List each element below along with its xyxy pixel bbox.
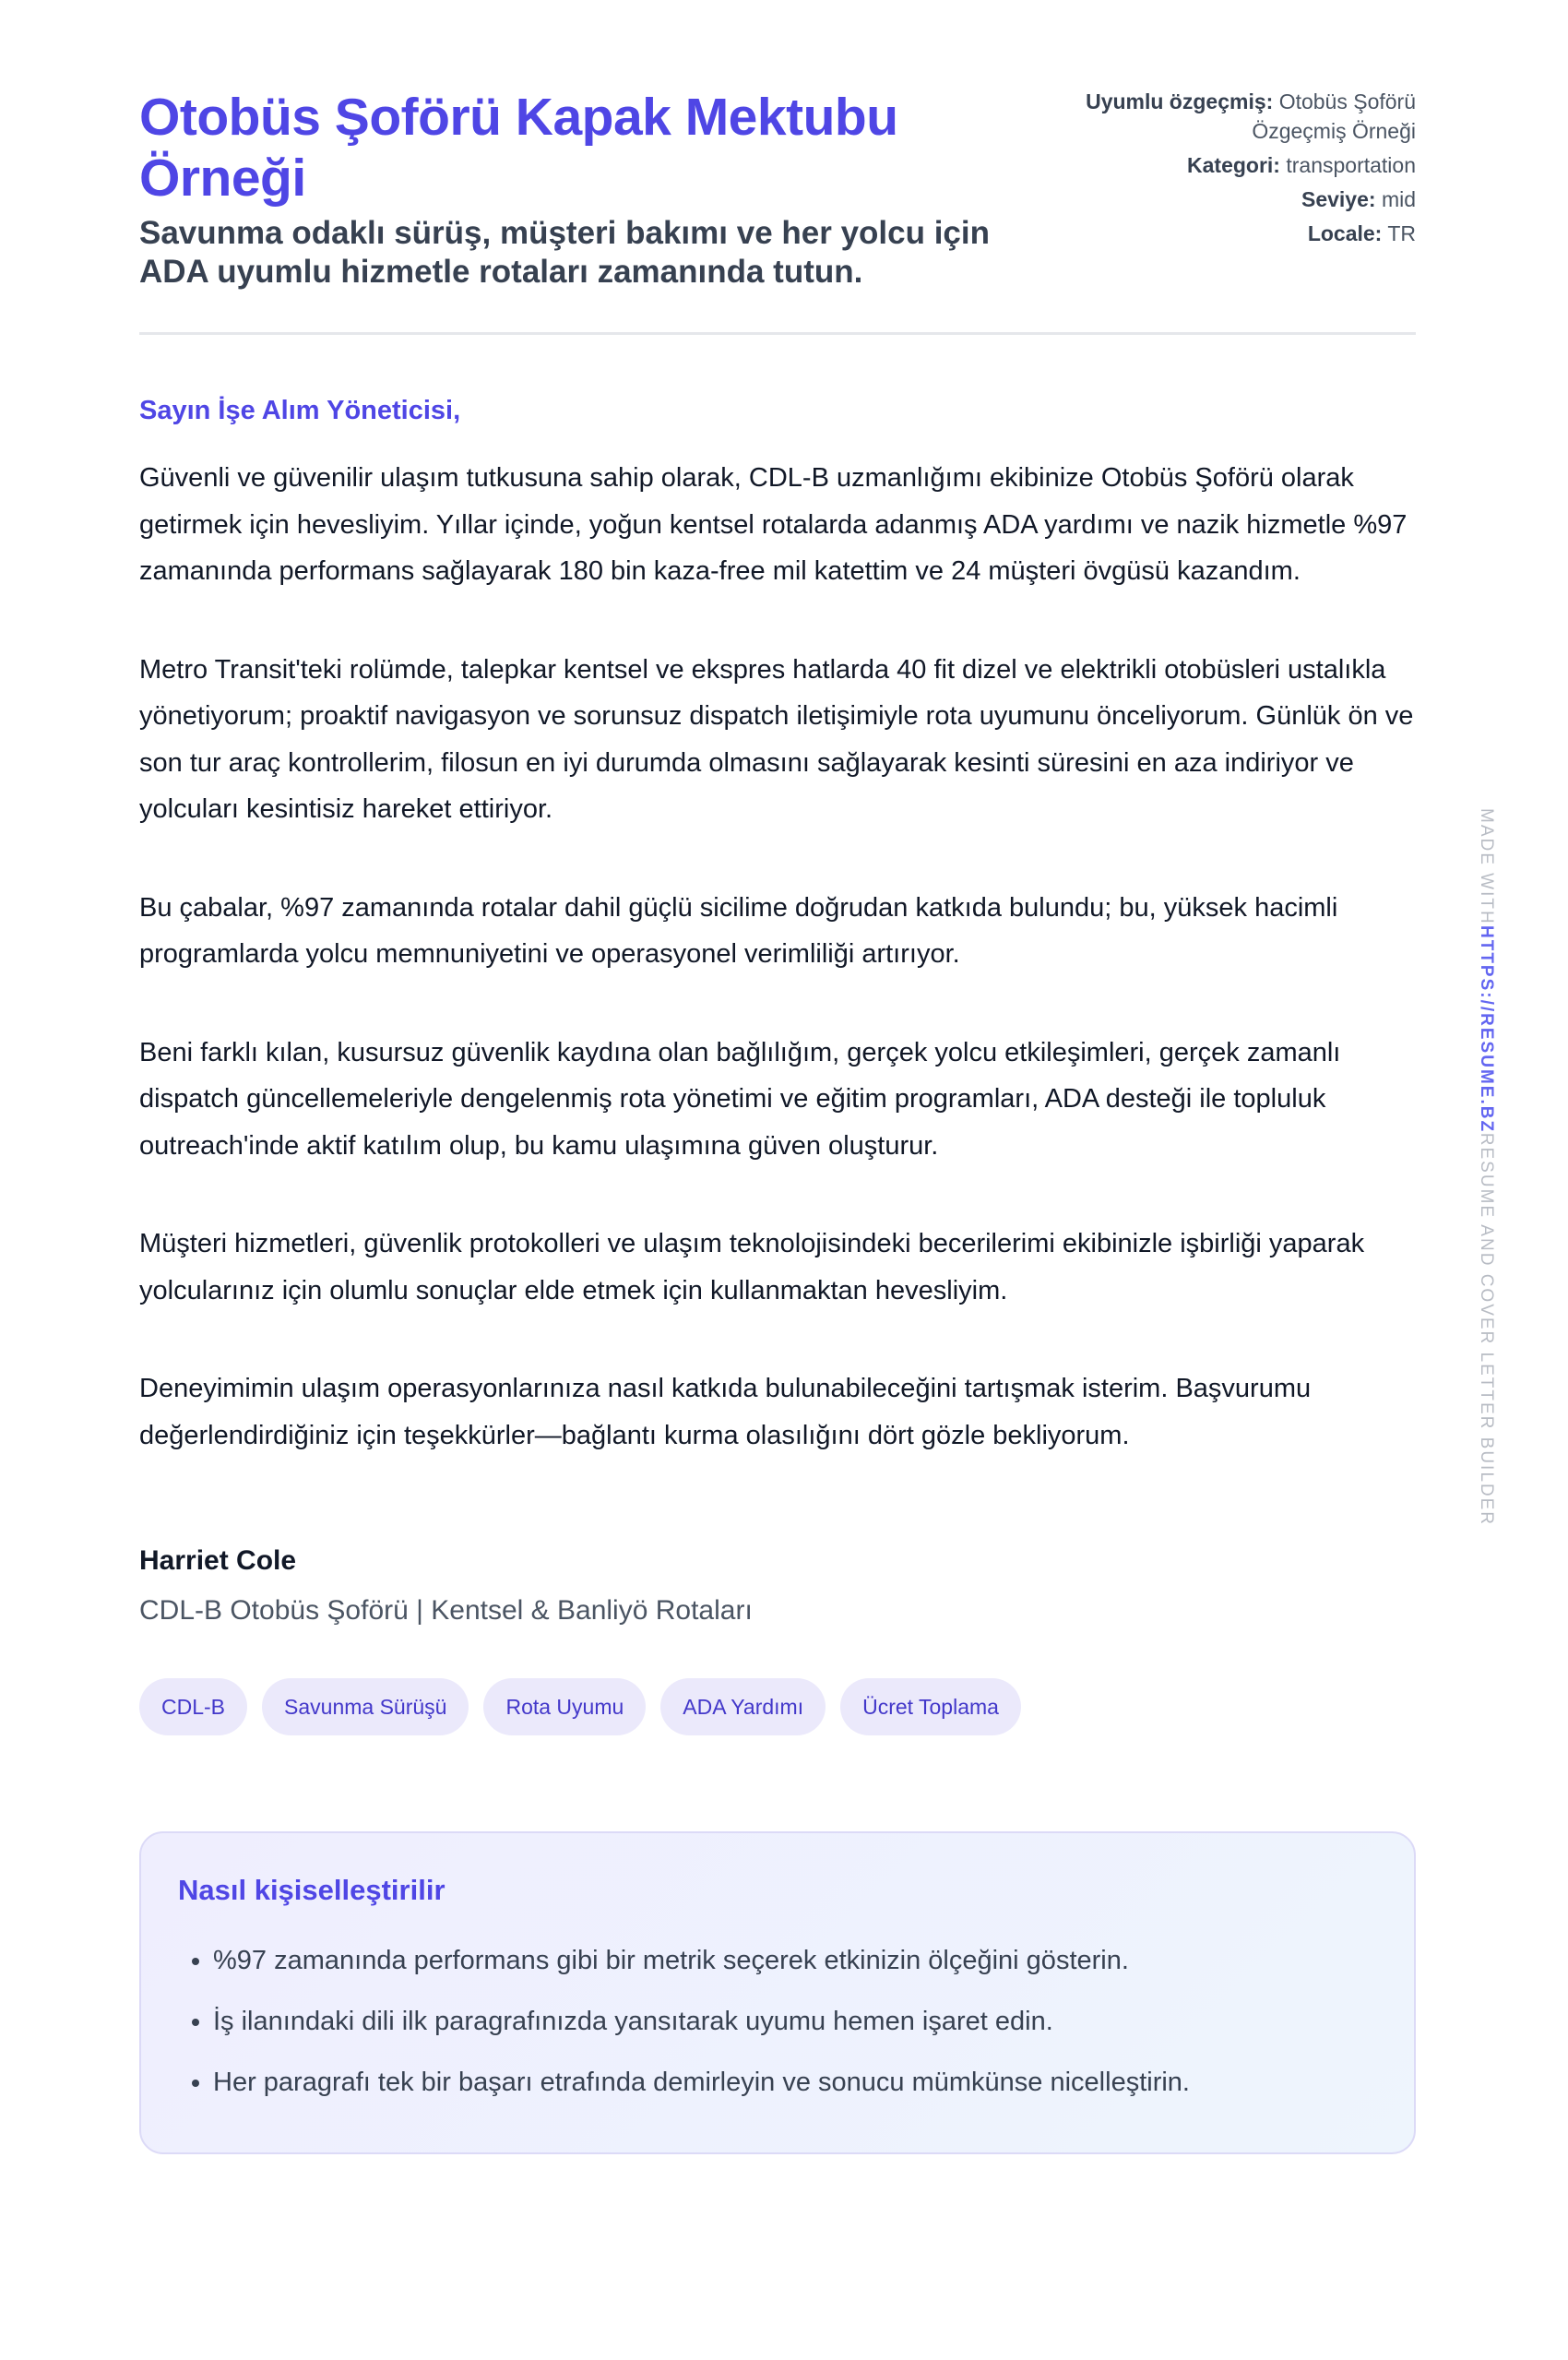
meta-label: Locale: [1307,221,1383,245]
meta-locale [1065,219,1416,248]
tip-item: • Her paragrafı tek bir başarı etrafında demirleyin ve sonucu mümkünse nicelleştirin. [213,2066,1377,2099]
skill-tag: Rota Uyumu [483,1678,646,1735]
letter-paragraph: Güvenli ve güvenilir ulaşım tutkusuna sahip olarak, CDL-B uzmanlığımı ekibinize Otobüs Şoförü olarak getirmek için hevesliyim. Yıllar içinde, yoğun kentsel rotalarda adanmış ADA yardımı ve nazik hizmetle %97 zamanında performans sağlayarak 180 bin kaza-free mil katettim ve 24 müşteri övgüsü kazandım. [139,463,1408,586]
letter-paragraph: Müşteri hizmetleri, güvenlik protokolleri ve ulaşım teknolojisindeki becerilerimi ekibinizle işbirliği yaparak yolcularınız için olumlu sonuçlar elde etmek için kullanmaktan hevesliyim. [139,1229,1365,1305]
meta-matching-resume [1065,87,1416,146]
skill-tag: Savunma Sürüşü [262,1678,469,1735]
skill-tag: ADA Yardımı [660,1678,826,1735]
meta-category [1065,150,1416,180]
skill-tags [139,1678,1416,1735]
tips-list [178,1944,1377,2099]
skill-tag: CDL-B [139,1678,247,1735]
meta-value[interactable]: Otobüs Şoförü Özgeçmiş Örneği [1252,89,1416,143]
watermark-link[interactable]: HTTPS://RESUME.BZ [1477,924,1496,1133]
watermark-suffix: RESUME AND COVER LETTER BUILDER [1477,1132,1496,1527]
signature-name: Harriet Cole [139,1545,297,1576]
meta-value: transportation [1286,153,1416,177]
header [139,87,1416,292]
letter-paragraph: Beni farklı kılan, kusursuz güvenlik kaydına olan bağlılığım, gerçek yolcu etkileşimleri, gerçek zamanlı dispatch güncellemeleriyle dengelenmiş rota yönetimi ve eğitim programları, ADA desteği ile topluluk outreach'inde aktif katılım olup, bu kamu ulaşımına güven oluşturur. [139,1037,1341,1161]
watermark-prefix: MADE WITH [1477,808,1496,925]
tips-title: Nasıl kişiselleştirilir [178,1874,445,1906]
letter-paragraph: Bu çabalar, %97 zamanında rotalar dahil güçlü sicilime doğrudan katkıda bulundu; bu, yüksek hacimli programlarda yolcu memnuniyetini ve operasyonel verimliliği artırıyor. [139,892,1338,969]
divider [139,332,1416,335]
tip-item: • İş ilanındaki dili ilk paragrafınızda yansıtarak uyumu hemen işaret edin. [213,2005,1377,2038]
personalization-tips [139,1831,1416,2154]
letter-paragraph: Deneyimimin ulaşım operasyonlarınıza nasıl katkıda bulunabileceğini tartışmak isterim. Başvurumu değerlendirdiğiniz için teşekkürler—bağlantı kurma olasılığını dört gözle bekliyorum. [139,1374,1312,1450]
meta-level [1065,185,1416,214]
meta-label: Uyumlu özgeçmiş: [1086,89,1274,113]
meta-value: mid [1381,187,1416,211]
meta-label: Seviye: [1301,187,1376,211]
cover-letter-page [139,87,1416,2154]
meta-value: TR [1387,221,1416,245]
skill-tag: Ücret Toplama [840,1678,1021,1735]
letter-paragraph: Metro Transit'teki rolümde, talepkar kentsel ve ekspres hatlarda 40 fit dizel ve elektrikli otobüsleri ustalıkla yönetiyorum; proaktif navigasyon ve sorunsuz dispatch iletişimiyle rota uyumunu önceliyorum. Günlük ön ve son tur araç kontrollerim, filosun en iyi durumda olmasını sağlayarak kesinti süresini en aza indiriyor ve yolcuları kesintisiz hareket ettiriyor. [139,654,1414,824]
signature-role: CDL-B Otobüs Şoförü | Kentsel & Banliyö Rotaları [139,1595,753,1626]
greeting: Sayın İşe Alım Yöneticisi, [139,396,461,425]
meta-info [1065,87,1416,253]
page-title: Otobüs Şoförü Kapak Mektubu Örneği [139,88,898,208]
tip-item: • %97 zamanında performans gibi bir metrik seçerek etkinizin ölçeğini gösterin. [213,1944,1377,1977]
meta-label: Kategori: [1187,153,1280,177]
watermark [1476,808,1496,1526]
page-subtitle: Savunma odaklı sürüş, müşteri bakımı ve her yolcu için ADA uyumlu hizmetle rotaları zamanında tutun. [139,215,990,290]
header-left [139,87,1062,292]
